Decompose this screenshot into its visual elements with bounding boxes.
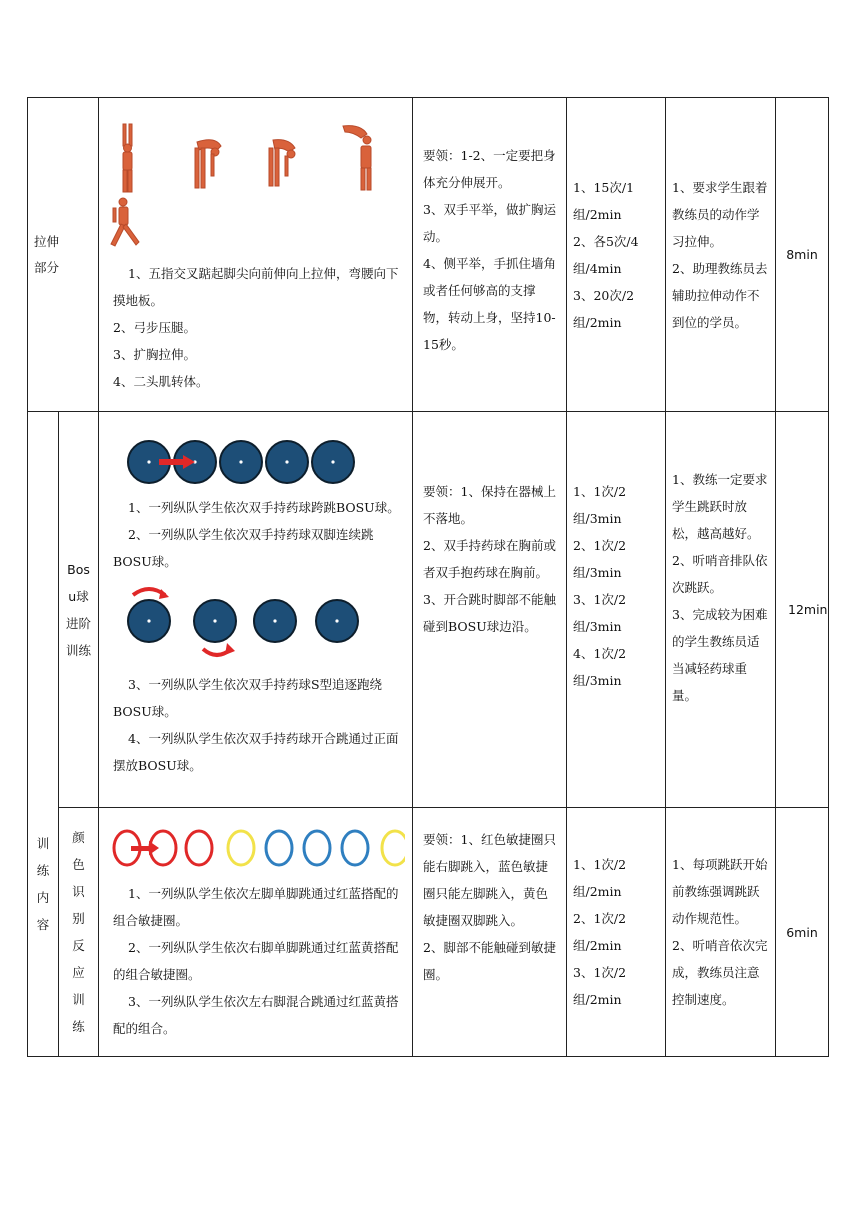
stretch-content-4: 4、二头肌转体。 xyxy=(113,374,209,389)
bosu-row xyxy=(28,412,829,808)
stretch-reps-cell: 1、15次/1组/2min 2、各5次/4组/4min 3、20次/2组/2min xyxy=(567,98,666,412)
bosu-content-cell xyxy=(99,412,413,808)
bosu-time: 12min xyxy=(776,412,829,808)
stretch-section-label: 拉伸部分 xyxy=(28,98,99,412)
agility-ring xyxy=(266,831,292,865)
bosu-reps-cell: 1、1次/2组/3min 2、1次/2组/3min 3、1次/2组/3min 4、1次/2组/3min xyxy=(567,412,666,808)
stretch-row xyxy=(28,98,829,412)
bosu-row-illustration-1 xyxy=(105,440,405,484)
stretch-content-2: 2、弓步压腿。 xyxy=(113,320,196,335)
stretch-figures-illustration xyxy=(105,120,405,260)
bosu-row-illustration-2 xyxy=(105,583,405,661)
bosu-section-label: Bosu球进阶训练 xyxy=(59,412,99,808)
stretch-coach-cell: 1、要求学生跟着教练员的动作学习拉伸。 2、助理教练员去辅助拉伸动作不到位的学员。 xyxy=(666,98,776,412)
color-content-2: 2、一列纵队学生依次右脚单脚跳通过红蓝黄搭配的组合敏捷圈。 xyxy=(113,940,399,982)
agility-ring xyxy=(228,831,254,865)
color-time: 6min xyxy=(776,808,829,1057)
stretch-time: 8min xyxy=(776,98,829,412)
stretch-content-3: 3、扩胸拉伸。 xyxy=(113,347,196,362)
color-row xyxy=(28,808,829,1057)
bosu-content-4: 4、一列纵队学生依次双手持药球开合跳通过正面摆放BOSU球。 xyxy=(113,731,399,773)
lesson-plan-table xyxy=(27,97,829,1057)
bosu-content-3: 3、一列纵队学生依次双手持药球S型追逐跑绕BOSU球。 xyxy=(113,677,383,719)
bosu-coach-cell: 1、教练一定要求学生跳跃时放松，越高越好。 2、听哨音排队依次跳跃。 3、完成较为困难的学生教练员适当减轻药球重量。 xyxy=(666,412,776,808)
stretch-content-cell xyxy=(99,98,413,412)
training-section-label: 训练内容 xyxy=(28,412,59,1057)
color-keypoints-cell: 要领：1、红色敏捷圈只能右脚跳入，蓝色敏捷圈只能左脚跳入，黄色敏捷圈双脚跳入。 2、脚部不能触碰到敏捷圈。 xyxy=(413,808,567,1057)
color-content-cell xyxy=(99,808,413,1057)
color-content-3: 3、一列纵队学生依次左右脚混合跳通过红蓝黄搭配的组合。 xyxy=(113,994,399,1036)
color-content-1: 1、一列纵队学生依次左脚单脚跳通过红蓝搭配的组合敏捷圈。 xyxy=(113,886,399,928)
stretch-keypoints-cell: 要领：1-2、一定要把身体充分伸展开。 3、双手平举，做扩胸运动。 4、侧平举，手抓住墙角或者任何够高的支撑物，转动上身，坚持10-15秒。 xyxy=(413,98,567,412)
stretch-content-1: 1、五指交叉踮起脚尖向前伸向上拉伸，弯腰向下摸地板。 xyxy=(113,266,399,308)
agility-ring xyxy=(186,831,212,865)
color-reps-cell: 1、1次/2组/2min 2、1次/2组/2min 3、1次/2组/2min xyxy=(567,808,666,1057)
color-coach-cell: 1、每项跳跃开始前教练强调跳跃动作规范性。 2、听哨音依次完成，教练员注意控制速度。 xyxy=(666,808,776,1057)
color-section-label: 颜色识别反应训练 xyxy=(59,808,99,1057)
agility-rings-illustration xyxy=(105,826,405,870)
bosu-content-1: 1、一列纵队学生依次双手持药球跨跳BOSU球。 xyxy=(128,500,400,515)
agility-ring xyxy=(342,831,368,865)
agility-ring xyxy=(382,831,405,865)
agility-ring xyxy=(304,831,330,865)
bosu-keypoints-cell: 要领：1、保持在器械上不落地。 2、双手持药球在胸前或者双手抱药球在胸前。 3、开合跳时脚部不能触碰到BOSU球边沿。 xyxy=(413,412,567,808)
bosu-content-2: 2、一列纵队学生依次双手持药球双脚连续跳BOSU球。 xyxy=(113,527,374,569)
